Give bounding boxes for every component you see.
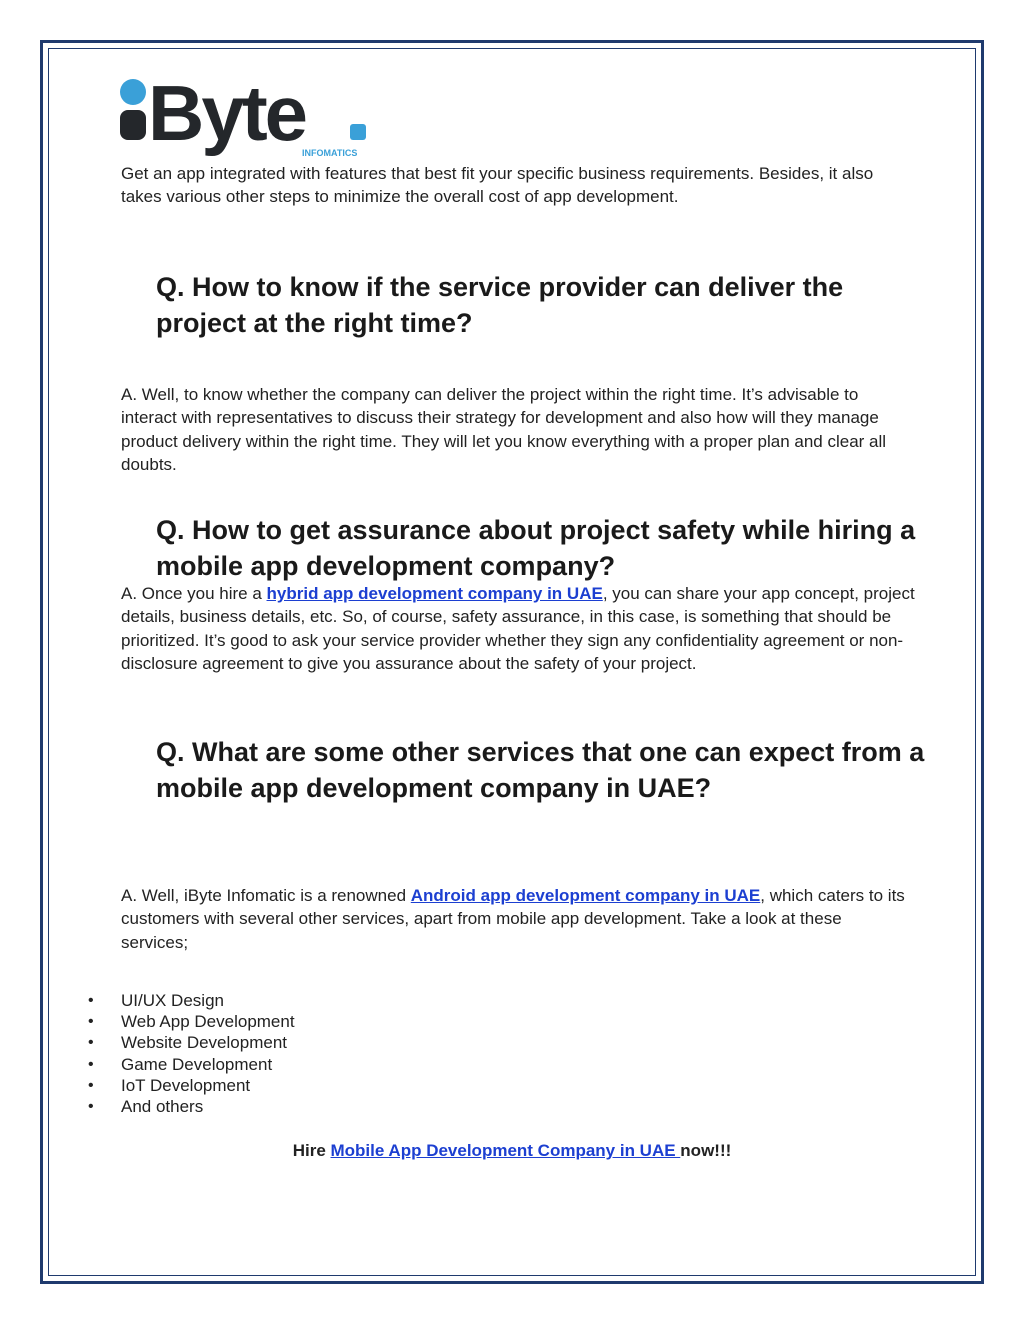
question-3-heading: Q. What are some other services that one can expect from a mobile app development company in UAE? — [156, 737, 925, 803]
answer-1-paragraph: A. Well, to know whether the company can deliver the project within the right time. It’s advisable to interact with representatives to discuss their strategy for development and also how will they manage product delivery within the right time. They will let you know everything with a proper plan and clear all doubts. — [121, 385, 887, 474]
services-list — [86, 990, 295, 1117]
cta-text-start: Hire — [292, 1141, 331, 1160]
answer-3-paragraph — [121, 884, 911, 954]
hire-cta — [0, 1141, 1024, 1161]
answer-3-text-start: A. Well, iByte Infomatic is a renowned — [121, 886, 411, 905]
cta-text-end: now!!! — [680, 1141, 732, 1160]
intro-paragraph: Get an app integrated with features that best fit your specific business requirements. Besides, it also takes various other steps to minimize the overall cost of app development. — [121, 164, 874, 207]
services-list-item: • UI/UX Design — [86, 990, 295, 1011]
mobile-app-company-link[interactable]: Mobile App Development Company in UAE — [330, 1141, 681, 1160]
services-list-item: • Game Development — [86, 1054, 295, 1075]
answer-2-text-start: A. Once you hire a — [121, 584, 267, 603]
logo-tagline: INFOMATICS — [302, 148, 358, 158]
answer-2-paragraph — [121, 582, 921, 675]
android-app-company-link[interactable]: Android app development company in UAE — [410, 886, 761, 905]
question-2-heading: Q. How to get assurance about project safety while hiring a mobile app development company? — [156, 515, 916, 581]
answer-2-text-end: , you can share your app concept, project details, business details, etc. So, of course, safety assurance, in this case, is something that should be prioritized. It’s good to ask your service provider whether they sign any confidentiality agreement or non-disclosure agreement to give you assurance about the safety of your project. — [121, 584, 915, 673]
services-list-item: • IoT Development — [86, 1075, 295, 1096]
question-1-heading: Q. How to know if the service provider can deliver the project at the right time? — [156, 272, 844, 338]
services-list-item: • And others — [86, 1096, 295, 1117]
hybrid-app-company-link[interactable]: hybrid app development company in UAE — [266, 584, 603, 603]
services-list-item: • Website Development — [86, 1032, 295, 1053]
services-list-item: • Web App Development — [86, 1011, 295, 1032]
answer-3-text-end: , which caters to its customers with several other services, apart from mobile app development. Take a look at these services; — [121, 886, 905, 952]
svg-text:Byte: Byte — [148, 74, 306, 157]
ibyte-logo — [118, 74, 380, 166]
